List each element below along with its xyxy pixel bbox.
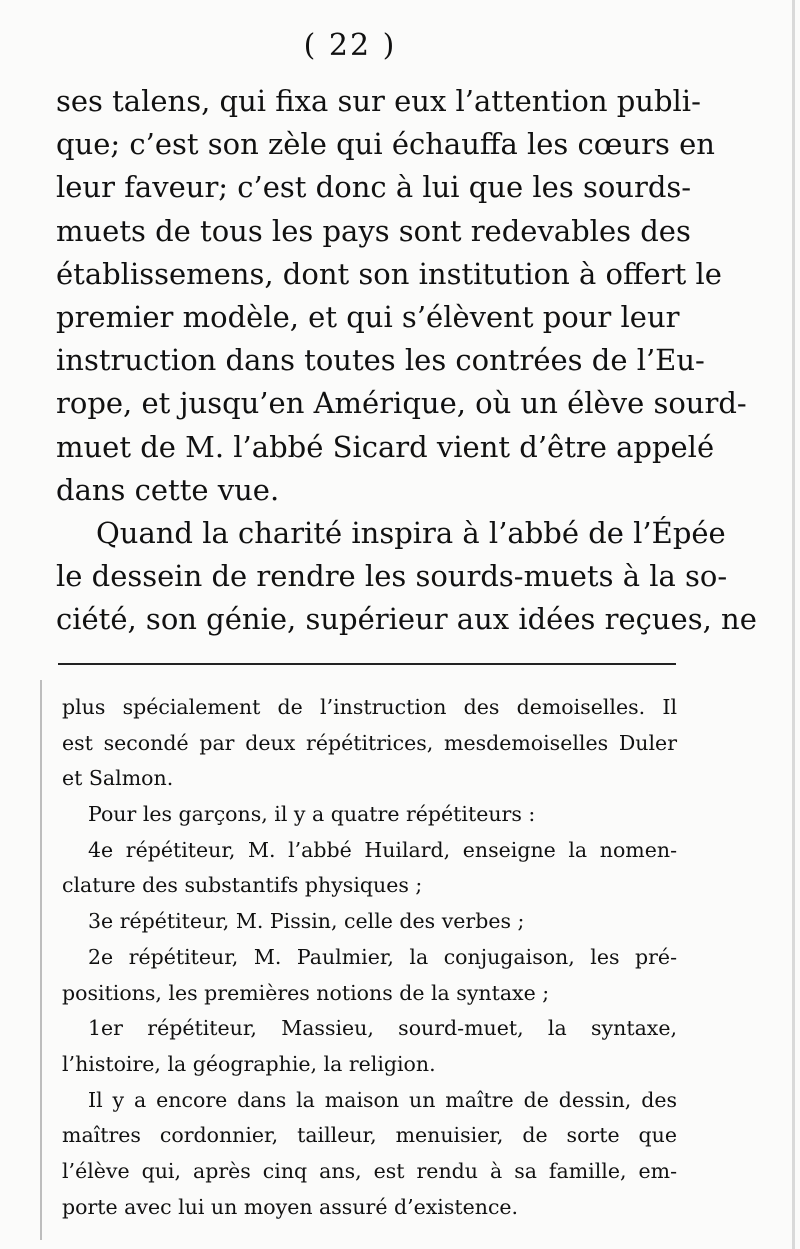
page-right-edge [792, 0, 795, 1249]
main-text-line: premier modèle, et qui s’élèvent pour leur [56, 299, 680, 334]
main-text-line: Quand la charité inspira à l’abbé de l’Épée [96, 515, 726, 550]
footnote-line: l’élève qui, après cinq ans, est rendu à sa famille, em- [62, 1158, 677, 1183]
footnote-line: 3e répétiteur, M. Pissin, celle des verbes ; [88, 909, 525, 934]
main-text-line: leur faveur; c’est donc à lui que les sourds- [56, 170, 692, 205]
main-text-line: ses talens, qui fixa sur eux l’attention publi- [56, 84, 701, 118]
footnote-line: maîtres cordonnier, tailleur, menuisier, de sorte que [62, 1123, 677, 1148]
footnote-divider [58, 663, 676, 665]
main-text-line: que; c’est son zèle qui échauffa les cœurs en [56, 127, 715, 162]
main-text-line: dans cette vue. [56, 472, 280, 507]
main-text-line: ciété, son génie, supérieur aux idées reçues, ne [56, 602, 757, 637]
footnote-line: plus spécialement de l’instruction des demoiselles. Il [62, 695, 677, 719]
footnote-line: porte avec lui un moyen assuré d’existence. [62, 1194, 519, 1219]
page-number: ( 22 ) [303, 28, 397, 63]
footnote-line: 1er répétiteur, Massieu, sourd-muet, la syntaxe, [88, 1016, 677, 1041]
footnote-line: positions, les premières notions de la syntaxe ; [62, 980, 550, 1005]
main-text-line: instruction dans toutes les contrées de l’Eu- [56, 343, 705, 378]
main-text-line: établissemens, dont son institution à offert le [56, 256, 722, 291]
footnote-line: Pour les garçons, il y a quatre répétiteurs : [88, 802, 536, 827]
main-text-line: le dessein de rendre les sourds-muets à la so- [56, 559, 728, 594]
footnote-line: l’histoire, la géographie, la religion. [62, 1051, 436, 1076]
footnote-line: 2e répétiteur, M. Paulmier, la conjugaison, les pré- [88, 944, 677, 969]
footnote-line: clature des substantifs physiques ; [62, 873, 423, 898]
footnote-line: est secondé par deux répétitrices, mesdemoiselles Duler [62, 730, 677, 755]
main-text-block [56, 80, 757, 641]
footnote-line: 4e répétiteur, M. l’abbé Huilard, enseigne la nomen- [88, 837, 677, 862]
footnote-line: Il y a encore dans la maison un maître de dessin, des [88, 1087, 677, 1112]
footnote-line: et Salmon. [62, 766, 174, 791]
main-text-line: muet de M. l’abbé Sicard vient d’être appelé [56, 429, 715, 464]
page-left-edge [40, 680, 42, 1240]
main-text-line: muets de tous les pays sont redevables des [56, 213, 691, 248]
footnote-block [62, 690, 677, 1225]
main-text-line: rope, et jusqu’en Amérique, où un élève sourd- [56, 386, 747, 421]
